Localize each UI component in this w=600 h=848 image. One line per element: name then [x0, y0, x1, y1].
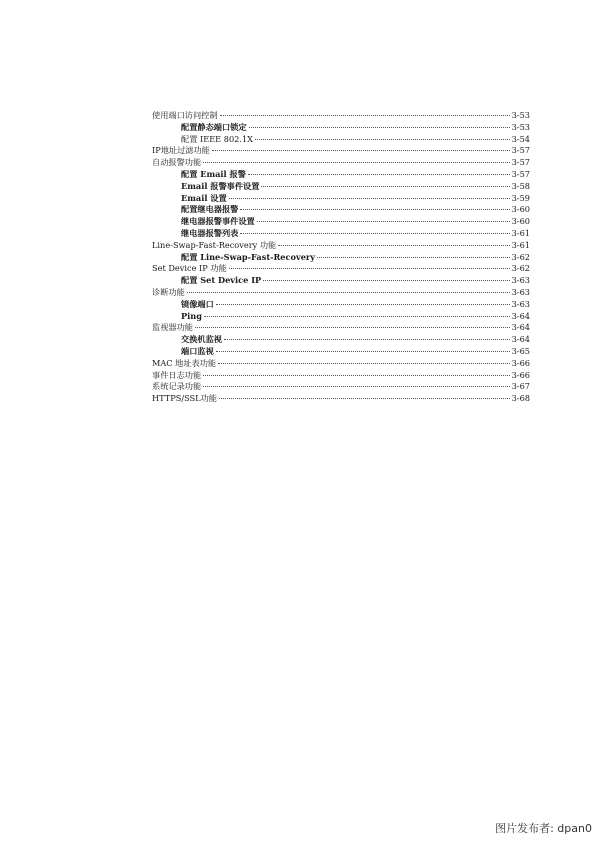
toc-entry-page: 3-68	[511, 393, 530, 404]
toc-dot-leader	[203, 162, 509, 163]
toc-entry-page: 3-57	[511, 145, 530, 156]
toc-dot-leader	[219, 398, 510, 399]
toc-entry-page: 3-62	[511, 263, 530, 274]
toc-entry-title: HTTPS/SSL功能	[152, 393, 217, 404]
toc-entry-page: 3-60	[511, 204, 530, 215]
toc-entry-page: 3-60	[511, 216, 530, 227]
toc-entry-page: 3-63	[511, 286, 530, 297]
toc-entry-page: 3-61	[511, 239, 530, 250]
toc-dot-leader	[216, 304, 510, 305]
toc-entry-title: 诊断功能	[152, 286, 185, 297]
publisher-watermark: 图片发布者: dpan0	[495, 822, 592, 835]
toc-entry[interactable]	[152, 240, 530, 252]
toc-dot-leader	[263, 280, 509, 281]
toc-entry-title: 继电器报警列表	[181, 227, 239, 238]
toc-entry[interactable]	[152, 181, 530, 193]
toc-entry[interactable]	[152, 263, 530, 275]
toc-entry-title: 配置 IEEE 802.1X	[181, 133, 254, 144]
toc-entry-title: Set Device IP 功能	[152, 263, 227, 274]
toc-dot-leader	[255, 139, 510, 140]
toc-dot-leader	[257, 221, 510, 222]
table-of-contents	[152, 110, 530, 405]
toc-entry-title: 交换机监视	[181, 334, 222, 345]
toc-entry[interactable]	[152, 275, 530, 287]
toc-entry-title: 配置继电器报警	[181, 204, 239, 215]
toc-entry[interactable]	[152, 134, 530, 146]
toc-entry[interactable]	[152, 299, 530, 311]
toc-entry-page: 3-62	[511, 251, 530, 262]
toc-entry[interactable]	[152, 216, 530, 228]
toc-entry[interactable]	[152, 252, 530, 264]
toc-entry-page: 3-67	[511, 381, 530, 392]
toc-dot-leader	[240, 233, 509, 234]
toc-dot-leader	[212, 150, 510, 151]
toc-entry-page: 3-63	[511, 298, 530, 309]
toc-dot-leader	[195, 327, 510, 328]
toc-entry-title: 配置 Set Device IP	[181, 275, 262, 286]
toc-dot-leader	[204, 316, 510, 317]
toc-dot-leader	[229, 198, 510, 199]
toc-entry-title: Email 设置	[181, 192, 227, 203]
toc-entry-title: 配置 Email 报警	[181, 168, 246, 179]
toc-entry[interactable]	[152, 204, 530, 216]
toc-dot-leader	[224, 339, 510, 340]
toc-entry-title: Email 报警事件设置	[181, 180, 260, 191]
toc-entry-title: 配置静态端口锁定	[181, 121, 247, 132]
toc-entry[interactable]	[152, 169, 530, 181]
toc-dot-leader	[216, 351, 510, 352]
toc-entry-page: 3-64	[511, 334, 530, 345]
toc-entry-page: 3-66	[511, 369, 530, 380]
toc-entry[interactable]	[152, 110, 530, 122]
toc-dot-leader	[187, 292, 510, 293]
toc-entry-page: 3-64	[511, 310, 530, 321]
toc-entry[interactable]	[152, 287, 530, 299]
toc-entry[interactable]	[152, 157, 530, 169]
toc-entry-title: Line-Swap-Fast-Recovery 功能	[152, 239, 277, 250]
toc-dot-leader	[203, 386, 509, 387]
toc-entry-title: 监视器功能	[152, 322, 193, 333]
toc-dot-leader	[317, 257, 510, 258]
toc-entry-page: 3-53	[511, 121, 530, 132]
toc-entry-title: 系统记录功能	[152, 381, 202, 392]
toc-entry[interactable]	[152, 393, 530, 405]
toc-entry[interactable]	[152, 145, 530, 157]
toc-entry-title: IP地址过滤功能	[152, 145, 210, 156]
toc-entry[interactable]	[152, 193, 530, 205]
toc-entry[interactable]	[152, 381, 530, 393]
toc-entry[interactable]	[152, 370, 530, 382]
toc-entry[interactable]	[152, 334, 530, 346]
toc-entry-page: 3-65	[511, 345, 530, 356]
toc-dot-leader	[248, 174, 510, 175]
toc-entry-page: 3-54	[511, 133, 530, 144]
toc-entry-title: 镜像端口	[181, 298, 214, 309]
toc-entry-title: Ping	[181, 310, 202, 321]
toc-entry-page: 3-59	[511, 192, 530, 203]
toc-entry-title: 继电器报警事件设置	[181, 216, 255, 227]
toc-dot-leader	[278, 245, 509, 246]
toc-entry-title: 自动报警功能	[152, 157, 202, 168]
toc-entry-title: MAC 地址表功能	[152, 357, 217, 368]
toc-entry[interactable]	[152, 358, 530, 370]
toc-entry-page: 3-66	[511, 357, 530, 368]
toc-dot-leader	[240, 209, 509, 210]
toc-dot-leader	[220, 115, 510, 116]
toc-entry-page: 3-57	[511, 157, 530, 168]
toc-entry[interactable]	[152, 122, 530, 134]
toc-entry-page: 3-53	[511, 110, 530, 120]
toc-entry-page: 3-58	[511, 180, 530, 191]
toc-dot-leader	[229, 268, 510, 269]
toc-entry-title: 配置 Line-Swap-Fast-Recovery	[181, 251, 315, 262]
toc-entry-page: 3-61	[511, 227, 530, 238]
toc-entry-title: 使用端口访问控制	[152, 110, 218, 120]
toc-entry-title: 端口监视	[181, 345, 214, 356]
toc-entry[interactable]	[152, 346, 530, 358]
toc-dot-leader	[203, 375, 509, 376]
toc-entry[interactable]	[152, 322, 530, 334]
toc-entry-page: 3-64	[511, 322, 530, 333]
toc-dot-leader	[218, 363, 509, 364]
toc-dot-leader	[261, 186, 509, 187]
toc-entry-title: 事件日志功能	[152, 369, 202, 380]
toc-entry-page: 3-63	[511, 275, 530, 286]
toc-entry[interactable]	[152, 311, 530, 323]
toc-entry[interactable]	[152, 228, 530, 240]
toc-dot-leader	[249, 127, 510, 128]
toc-entry-page: 3-57	[511, 168, 530, 179]
